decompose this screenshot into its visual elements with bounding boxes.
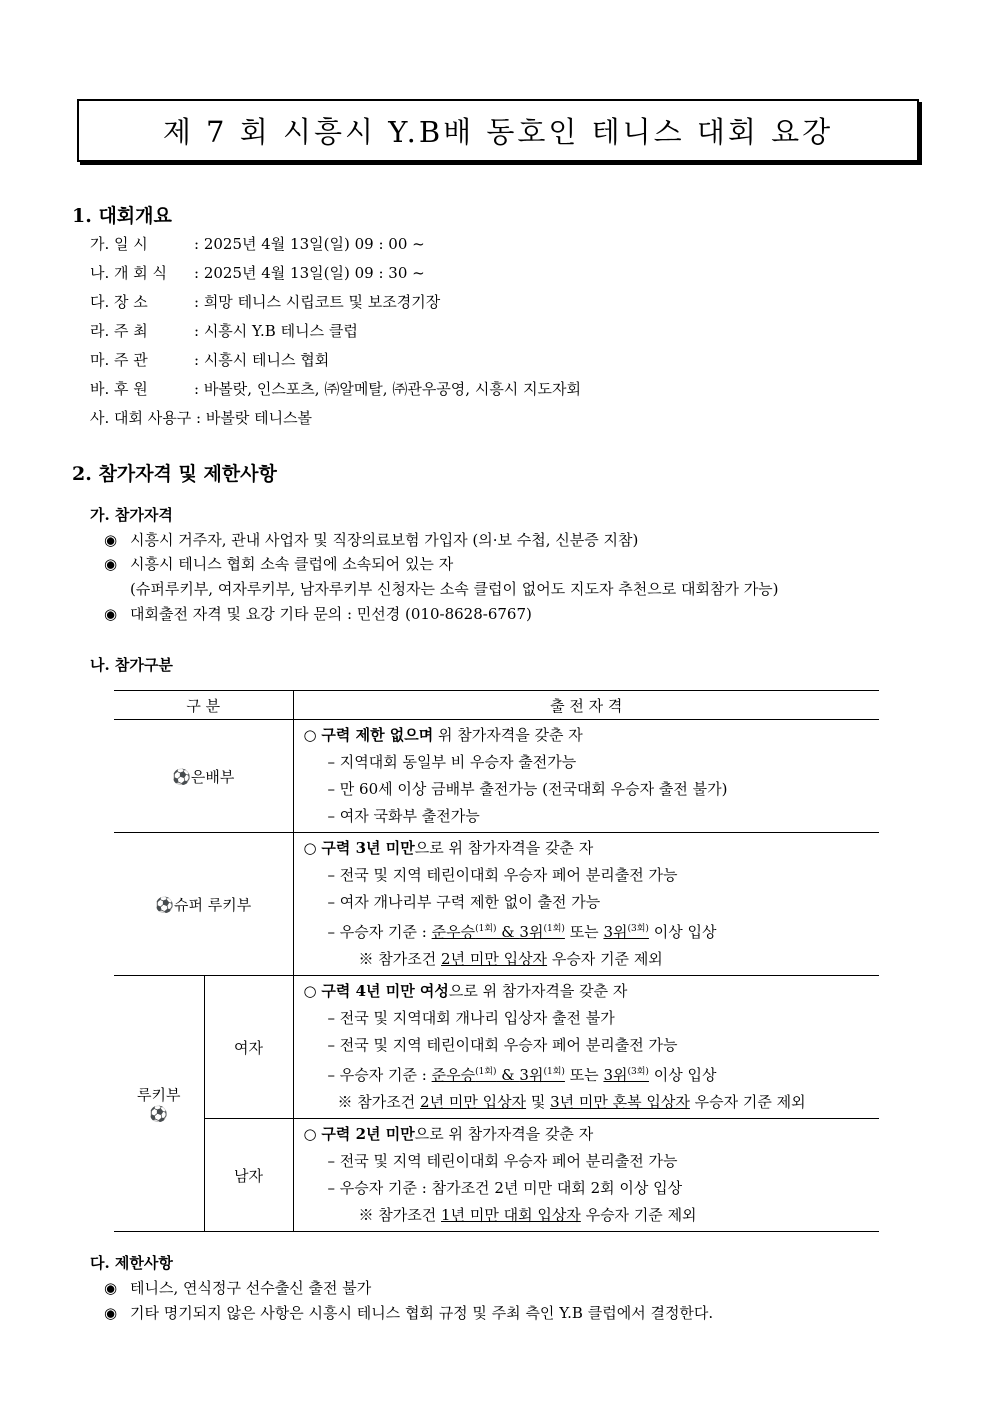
soccer-ball-icon: ⚽ xyxy=(149,1105,169,1123)
overview-organizer xyxy=(90,349,329,370)
restriction-item: ◉ 기타 명기되지 않은 사항은 시흥시 테니스 협회 규정 및 주최 측인 Y.B 클럽에서 결정한다. xyxy=(104,1304,714,1322)
table-header-row xyxy=(114,691,879,720)
overview-value: : 바볼랏 테니스볼 xyxy=(196,409,313,427)
bullet-icon: ◉ xyxy=(104,531,118,549)
overview-label: 가. 일 시 xyxy=(90,235,148,253)
section1-heading: 1. 대회개요 xyxy=(72,205,172,227)
overview-opening xyxy=(90,262,425,283)
bullet-icon: ◉ xyxy=(104,1279,118,1297)
overview-sponsor xyxy=(90,378,581,399)
overview-host xyxy=(90,320,358,341)
eligibility-item: ◉ 시흥시 테니스 협회 소속 클럽에 소속되어 있는 자 xyxy=(104,555,454,573)
overview-label: 바. 후 원 xyxy=(90,380,148,398)
overview-date xyxy=(90,233,425,254)
table-row: 남자 ○ 구력 2년 미만으로 위 참가자격을 갖춘 자 – 전국 및 지역 테린이대회 우승자 페어 분리출전 가능 – 우승자 기준 : 참가조건 2년 미만 대회 2회 이상 입상 ※ 참가조건 1년 미만 대회 입상자 우승자 기준 제외 xyxy=(114,1119,879,1232)
eligibility-subnote: (슈퍼루키부, 여자루키부, 남자루키부 신청자는 소속 클럽이 없어도 지도자 추천으로 대회참가 가능) xyxy=(130,580,779,598)
overview-value: : 시흥시 Y.B 테니스 클럽 xyxy=(194,322,358,340)
overview-ball xyxy=(90,407,312,428)
eligibility-heading: 가. 참가자격 xyxy=(90,506,173,524)
header-qualification: 출 전 자 격 xyxy=(293,691,879,720)
bullet-icon: ◉ xyxy=(104,555,118,573)
eligibility-item: ◉ 시흥시 거주자, 관내 사업자 및 직장의료보험 가입자 (의·보 수첩, 신분증 지참) xyxy=(104,531,639,549)
table-row: ⚽슈퍼 루키부 ○ 구력 3년 미만으로 위 참가자격을 갖춘 자 – 전국 및 지역 테린이대회 우승자 페어 분리출전 가능 – 여자 개나리부 구력 제한 없이 출전 가능 – 우승자 기준 : 준우승$^{(1회)}$ & 3위$^{(1회)}$ 또는 3위$^{(3회)}$ 이상 입상 ※ 참가조건 2년 미만 입상자 우승자 기준 제외 xyxy=(114,833,879,976)
overview-value: : 바볼랏, 인스포츠, ㈜알메탈, ㈜관우공영, 시흥시 지도자회 xyxy=(194,380,582,398)
header-division: 구 분 xyxy=(114,691,293,720)
restriction-item: ◉ 테니스, 연식정구 선수출신 출전 불가 xyxy=(104,1279,372,1297)
table-row: 루키부 ⚽ 여자 ○ 구력 4년 미만 여성으로 위 참가자격을 갖춘 자 – 전국 및 지역대회 개나리 입상자 출전 불가 – 전국 및 지역 테린이대회 우승자 페어 분리출전 가능 – 우승자 기준 : 준우승$^{(1회)}$ & 3위$^{(1회)}$ 또는 3위$^{(3회)}$ 이상 입상 ※ 참가조건 2년 미만 입상자 및 3년 미만 혼복 입상자 우승자 기준 제외 xyxy=(114,976,879,1119)
table-row: ⚽은배부 ○ 구력 제한 없으며 위 참가자격을 갖춘 자 – 지역대회 동일부 비 우승자 출전가능 – 만 60세 이상 금배부 출전가능 (전국대회 우승자 출전 불가) – 여자 국화부 출전가능 xyxy=(114,720,879,833)
overview-value: : 2025년 4월 13일(일) 09 : 00 ~ xyxy=(194,235,425,253)
overview-value: : 희망 테니스 시립코트 및 보조경기장 xyxy=(194,293,441,311)
overview-label: 다. 장 소 xyxy=(90,293,148,311)
division-heading: 나. 참가구분 xyxy=(90,656,173,674)
section2-heading: 2. 참가자격 및 제한사항 xyxy=(72,463,277,485)
bullet-icon: ◉ xyxy=(104,605,118,623)
bullet-icon: ◉ xyxy=(104,1304,118,1322)
restriction-heading: 다. 제한사항 xyxy=(90,1254,173,1272)
division-rookie-women: 여자 xyxy=(204,976,293,1119)
division-eunbae: ⚽은배부 xyxy=(114,720,293,833)
overview-value: : 2025년 4월 13일(일) 09 : 30 ~ xyxy=(194,264,425,282)
division-table xyxy=(114,690,879,1232)
eligibility-item: ◉ 대회출전 자격 및 요강 기타 문의 : 민선경 (010-8628-6767) xyxy=(104,605,532,623)
overview-label: 나. 개 회 식 xyxy=(90,264,168,282)
overview-label: 라. 주 최 xyxy=(90,322,148,340)
division-super-rookie: ⚽슈퍼 루키부 xyxy=(114,833,293,976)
document-title: 제 7 회 시흥시 Y.B배 동호인 테니스 대회 요강 xyxy=(77,99,919,162)
overview-venue xyxy=(90,291,440,312)
overview-label: 사. 대회 사용구 xyxy=(90,409,192,427)
division-rookie-men: 남자 xyxy=(204,1119,293,1232)
overview-value: : 시흥시 테니스 협회 xyxy=(194,351,330,369)
overview-label: 마. 주 관 xyxy=(90,351,148,369)
division-rookie: 루키부 ⚽ xyxy=(114,976,204,1232)
